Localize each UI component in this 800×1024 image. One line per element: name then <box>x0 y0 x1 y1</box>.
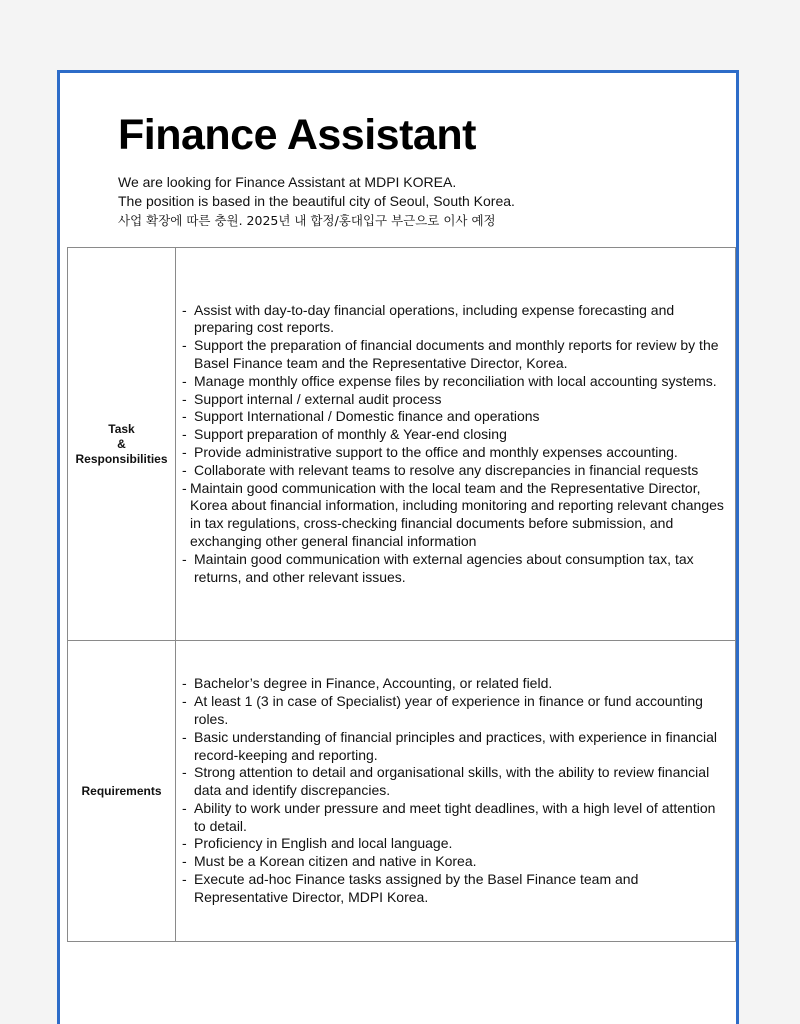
task-label-line-1: Task <box>108 421 135 436</box>
task-list <box>182 302 729 587</box>
list-item: - Support International / Domestic finance and operations <box>182 408 729 426</box>
requirements-list <box>182 675 729 906</box>
list-item: - Assist with day-to-day financial operations, including expense forecasting and preparing cost reports. <box>182 302 729 338</box>
list-item: - Support the preparation of financial documents and monthly reports for review by the Basel Finance team and the Representative Director, Korea. <box>182 337 729 373</box>
list-item: - At least 1 (3 in case of Specialist) year of experience in finance or fund accounting roles. <box>182 693 729 729</box>
list-item: - Provide administrative support to the office and monthly expenses accounting. <box>182 444 729 462</box>
intro-line-1: We are looking for Finance Assistant at MDPI KOREA. <box>118 174 457 190</box>
list-item: - Proficiency in English and local language. <box>182 835 729 853</box>
table-row-requirements <box>68 641 736 942</box>
list-item: - Strong attention to detail and organisational skills, with the ability to review financial data and identify discrepancies. <box>182 764 729 800</box>
intro-line-2: The position is based in the beautiful city of Seoul, South Korea. <box>118 193 515 209</box>
list-item: - Collaborate with relevant teams to resolve any discrepancies in financial requests <box>182 462 729 480</box>
job-details-table <box>67 247 736 942</box>
list-item: - Execute ad-hoc Finance tasks assigned by the Basel Finance team and Representative Director, MDPI Korea. <box>182 871 729 907</box>
requirements-content-cell <box>176 641 736 942</box>
list-item: - Ability to work under pressure and meet tight deadlines, with a high level of attention to detail. <box>182 800 729 836</box>
list-item: - Support preparation of monthly & Year-end closing <box>182 426 729 444</box>
requirements-label: Requirements <box>81 783 162 798</box>
list-item: - Bachelor’s degree in Finance, Accounting, or related field. <box>182 675 729 693</box>
task-label-cell <box>68 248 176 641</box>
job-posting-card <box>57 70 739 1024</box>
list-item: - Must be a Korean citizen and native in Korea. <box>182 853 729 871</box>
page-title: Finance Assistant <box>118 111 476 159</box>
list-item: - Maintain good communication with external agencies about consumption tax, tax returns, and other relevant issues. <box>182 551 729 587</box>
task-label-line-2: & <box>117 436 126 451</box>
list-item: - Manage monthly office expense files by reconciliation with local accounting systems. <box>182 373 729 391</box>
intro-text <box>118 173 515 230</box>
table-row-task <box>68 248 736 641</box>
list-item: - Basic understanding of financial principles and practices, with experience in financial record-keeping and reporting. <box>182 729 729 765</box>
list-item: - Maintain good communication with the local team and the Representative Director, Korea about financial information, including monitoring and reporting relevant changes in tax regulations, cross-checking financial documents before submission, and exchanging other general financial information <box>182 480 729 551</box>
task-label-line-3: Responsibilities <box>75 451 168 466</box>
task-content-cell <box>176 248 736 641</box>
requirements-label-cell <box>68 641 176 942</box>
list-item: - Support internal / external audit process <box>182 391 729 409</box>
intro-line-3: 사업 확장에 따른 충원. 2025년 내 합정/홍대입구 부근으로 이사 예정 <box>118 213 496 228</box>
